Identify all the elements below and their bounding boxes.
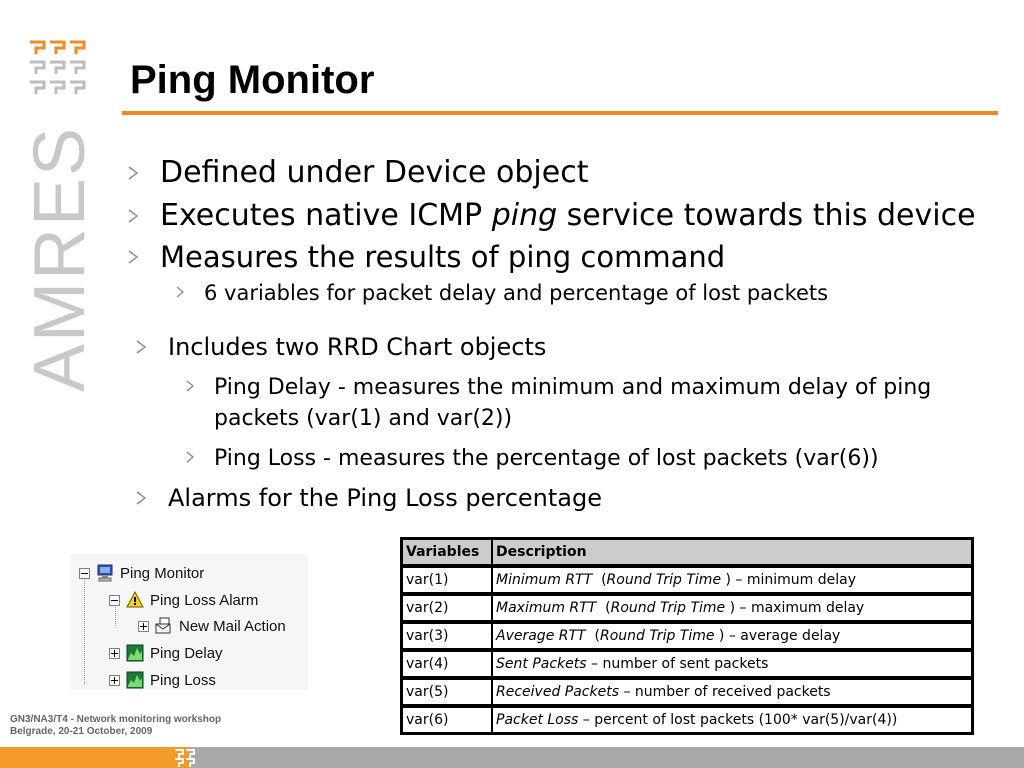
description-cell: Minimum RTT (Round Trip Time ) – minimum delay [492,565,972,593]
description-expansion: Round Trip Time [599,628,715,644]
tree-item-ping-loss[interactable] [109,668,216,692]
bullet-text-post: service towards this device [557,198,976,233]
description-text: number of sent packets [602,656,769,672]
bullet-item [134,330,546,364]
monitor-icon [96,564,114,582]
bullet-arrow-icon [184,379,214,393]
slide-title: Ping Monitor [130,58,375,102]
table-row [402,621,972,649]
vertical-brand-text: AMRES [20,125,100,392]
footer [10,714,221,738]
bullet-text-pre: Executes native ICMP [160,198,492,233]
table-row [402,565,972,593]
description-term: Minimum RTT [496,572,593,588]
bullet-text: 6 variables for packet delay and percentage of lost packets [204,281,829,305]
table-row [402,677,972,705]
description-cell: Received Packets – number of received packets [492,677,972,705]
table-row [402,593,972,621]
bullet-text: Ping Loss - measures the percentage of lost packets (var(6)) [214,446,879,471]
column-header-variables: Variables [402,539,492,565]
variable-cell: var(5) [402,677,492,705]
expand-toggle[interactable] [109,648,120,659]
bullet-text-emphasis: ping [491,198,558,233]
description-text: percent of lost packets (100* var(5)/var(4)) [594,712,898,728]
description-cell: Packet Loss – percent of lost packets (100* var(5)/var(4)) [492,705,972,733]
bullet-arrow-icon [126,249,160,265]
expand-toggle[interactable] [138,621,149,632]
bullet-text: Alarms for the Ping Loss percentage [168,484,602,512]
tree-item-label: New Mail Action [179,617,286,635]
column-header-description: Description [492,539,972,565]
collapse-toggle[interactable] [79,568,90,579]
description-expansion: Round Trip Time [606,572,722,588]
object-tree [70,554,308,690]
tree-item-label: Ping Loss Alarm [150,591,259,609]
bullet-arrow-icon [134,339,168,355]
description-term: Maximum RTT [496,600,597,616]
description-text: maximum delay [750,600,865,616]
footer-line-2: Belgrade, 20-21 October, 2009 [10,726,153,737]
tree-item-label: Ping Delay [150,644,223,662]
collapse-toggle[interactable] [109,595,120,606]
bullet-text [160,196,976,236]
bullet-item [126,196,976,236]
tree-item-label: Ping Monitor [120,564,205,582]
mail-icon [155,617,173,635]
variable-cell: var(1) [402,565,492,593]
tree-item-ping-delay[interactable] [109,641,223,665]
tree-item-ping-loss-alarm[interactable] [109,588,258,612]
bottom-bar-accent [0,747,190,768]
table-row [402,649,972,677]
amres-logo [26,38,88,100]
sub-bullet-item [184,443,879,474]
description-text: average delay [740,628,841,644]
variable-cell: var(6) [402,705,492,733]
title-underline [122,111,998,115]
description-term: Packet Loss [496,712,579,728]
bottom-logo-blocks-icon [172,747,198,768]
variable-cell: var(4) [402,649,492,677]
bullet-arrow-icon [184,450,214,464]
chart-icon [126,644,144,662]
variable-cell: var(2) [402,593,492,621]
description-expansion: Round Trip Time [610,600,726,616]
warning-icon [126,591,144,609]
chart-icon [126,671,144,689]
bullet-text: Includes two RRD Chart objects [168,333,547,361]
description-text: number of received packets [634,684,831,700]
sub-bullet-item [184,372,1004,434]
variables-table [400,537,974,735]
table-row [402,705,972,733]
bullet-item [134,481,602,515]
sub-bullet-item [174,278,828,308]
bullet-arrow-icon [126,165,160,181]
bullet-arrow-icon [126,208,160,224]
description-cell: Average RTT (Round Trip Time ) – average delay [492,621,972,649]
tree-item-new-mail-action[interactable] [138,614,286,638]
bullet-text: Defined under Device object [160,155,589,190]
description-term: Received Packets [496,684,619,700]
footer-line-1: GN3/NA3/T4 - Network monitoring workshop [10,714,222,725]
bullet-arrow-icon [134,490,168,506]
tree-item-label: Ping Loss [150,671,216,689]
description-text: minimum delay [746,572,857,588]
tree-connector [84,576,85,684]
table-header-row [402,539,972,565]
bullet-item [126,237,725,277]
description-term: Average RTT [496,628,586,644]
expand-toggle[interactable] [109,675,120,686]
bullet-text: Measures the results of ping command [160,240,726,274]
bullet-item [126,153,588,193]
bottom-bar [0,747,1024,768]
tree-item-ping-monitor[interactable] [79,561,204,585]
bullet-arrow-icon [174,285,204,299]
variable-cell: var(3) [402,621,492,649]
description-term: Sent Packets [496,656,587,672]
bullet-text: Ping Delay - measures the minimum and maximum delay of ping packets (var(1) and var(2)) [214,375,932,431]
description-cell: Sent Packets – number of sent packets [492,649,972,677]
description-cell: Maximum RTT (Round Trip Time ) – maximum delay [492,593,972,621]
